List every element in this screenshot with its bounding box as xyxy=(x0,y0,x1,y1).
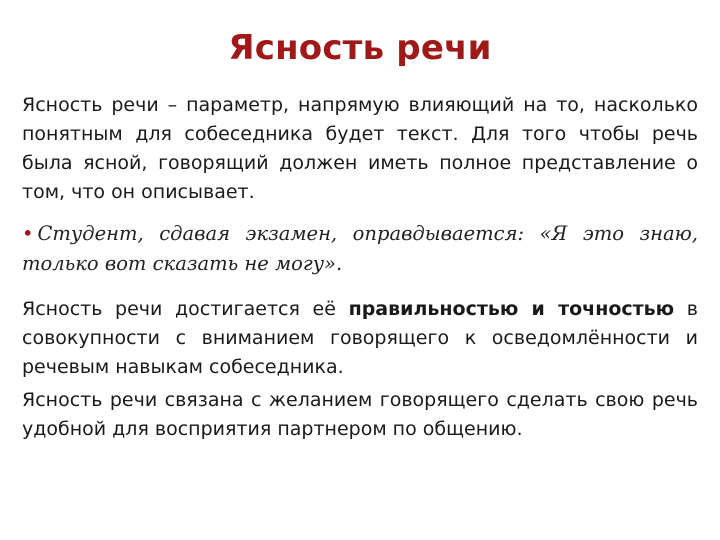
paragraph-definition: Ясность речи – параметр, напрямую влияющий на то, насколько понятным для собеседника будет текст. Для того чтобы речь была ясной, говорящий должен иметь полное представление о том, что он описывает. xyxy=(22,94,698,203)
paragraph-achievement xyxy=(22,295,698,382)
paragraph-convenience: Ясность речи связана с желанием говорящего сделать свою речь удобной для восприятия партнером по общению. xyxy=(22,389,698,440)
paragraph-achievement-start: Ясность речи достигается её xyxy=(22,298,349,320)
bullet-marker: • xyxy=(22,222,34,245)
slide-body xyxy=(22,91,698,444)
paragraph-achievement-emphasis: правильностью и точностью xyxy=(348,298,675,320)
paragraph-achievement-end: в совокупности с вниманием говорящего к осведомлённости и речевым навыкам собеседника. xyxy=(22,298,698,378)
quote-text: Студент, сдавая экзамен, оправдывается: «Я это знаю, только вот сказать не могу». xyxy=(22,222,698,275)
quote-paragraph xyxy=(22,219,698,279)
slide-title: Ясность речи xyxy=(228,28,492,68)
